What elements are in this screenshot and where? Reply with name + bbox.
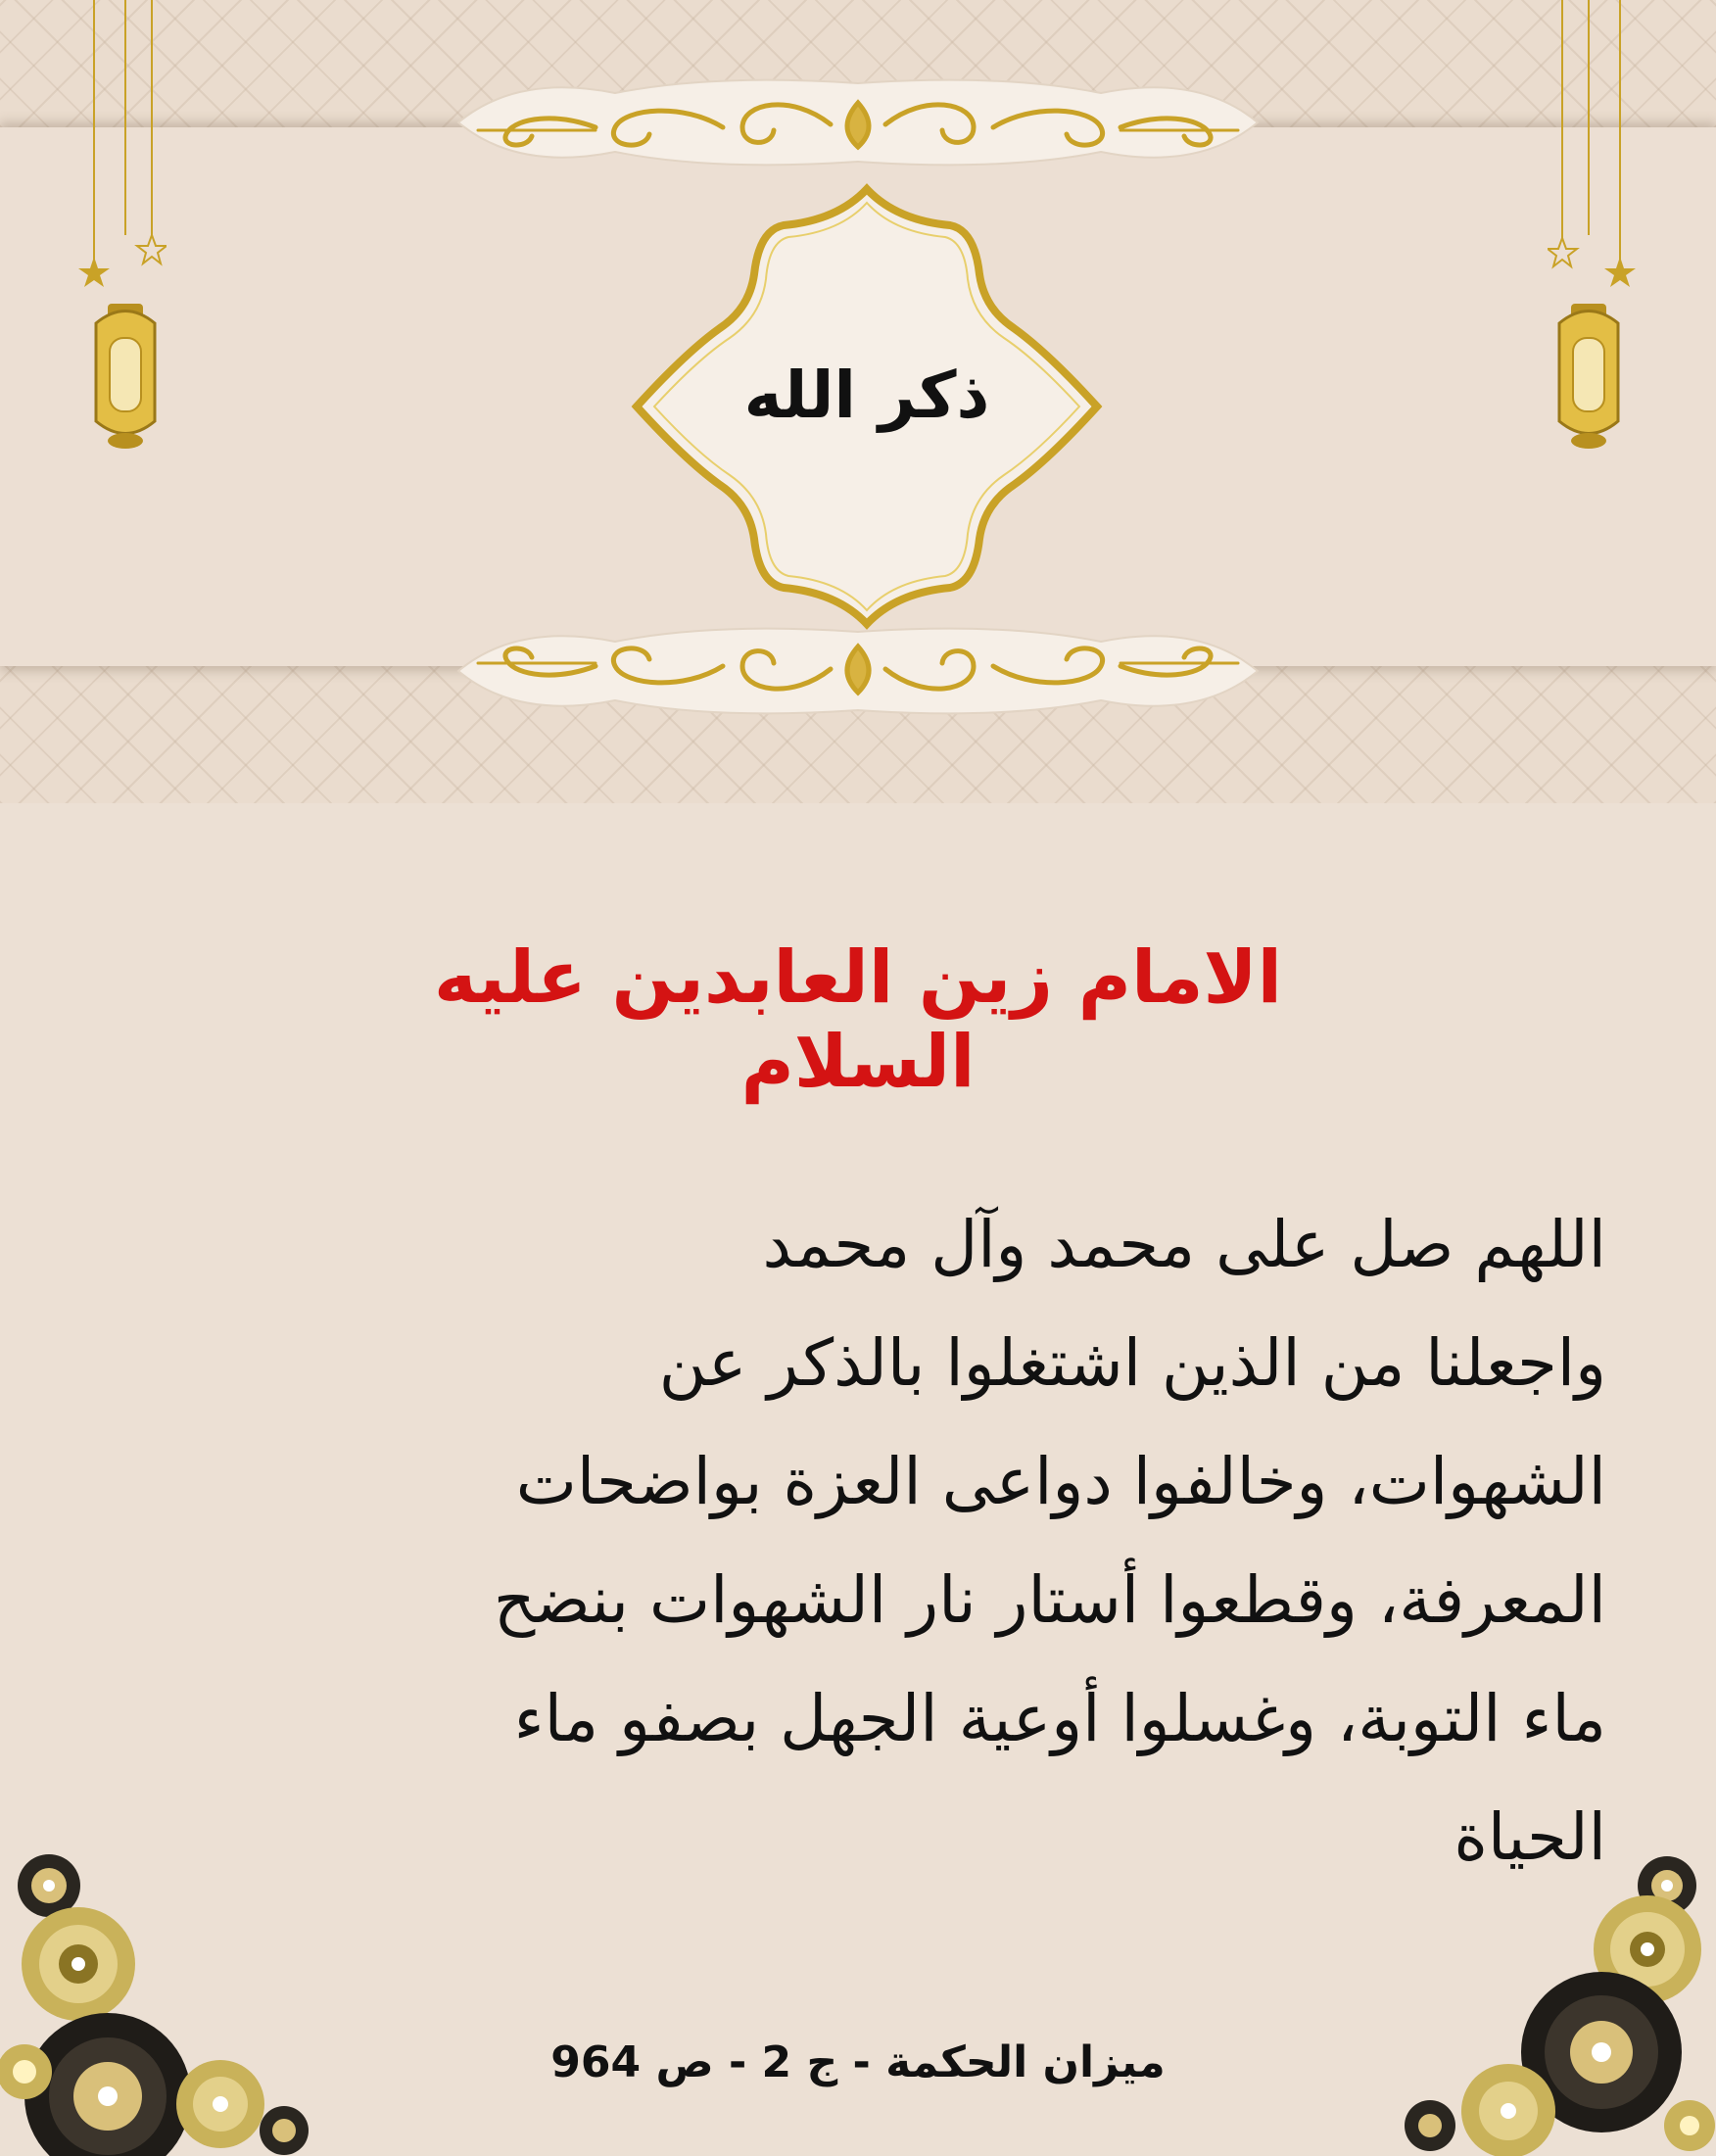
prayer-line: اللهم صل على محمد وآل محمد: [762, 1207, 1606, 1282]
prayer-line: الشهوات، وخالفوا دواعى العزة بواضحات: [515, 1444, 1606, 1519]
medallion-title: ذكر الله: [743, 358, 990, 433]
star-icon: [1604, 257, 1636, 287]
page-subtitle: الامام زين العابدين عليه السلام: [433, 935, 1283, 1104]
star-icon: [137, 235, 167, 264]
prayer-line: المعرفة، وقطعوا أستار نار الشهوات بنضح: [493, 1562, 1606, 1638]
hanging-lantern-left-icon: [59, 0, 167, 460]
source-citation: ميزان الحكمة - ج 2 - ص 964: [550, 2037, 1166, 2087]
prayer-line: واجعلنا من الذين اشتغلوا بالذكر عن: [658, 1325, 1606, 1401]
hanging-lantern-right-icon: [1548, 0, 1655, 460]
prayer-text: [196, 1185, 1606, 1896]
prayer-line: الحياة: [1454, 1799, 1606, 1875]
prayer-line: ماء التوبة، وغسلوا أوعية الجهل بصفو ماء: [513, 1681, 1606, 1756]
floral-corner-left-icon: [0, 1842, 323, 2156]
bottom-scroll-ornament: [419, 622, 1297, 720]
top-scroll-ornament: [419, 73, 1297, 171]
star-icon: [78, 257, 110, 287]
star-icon: [1548, 238, 1577, 266]
floral-corner-right-icon: [1391, 1842, 1716, 2156]
